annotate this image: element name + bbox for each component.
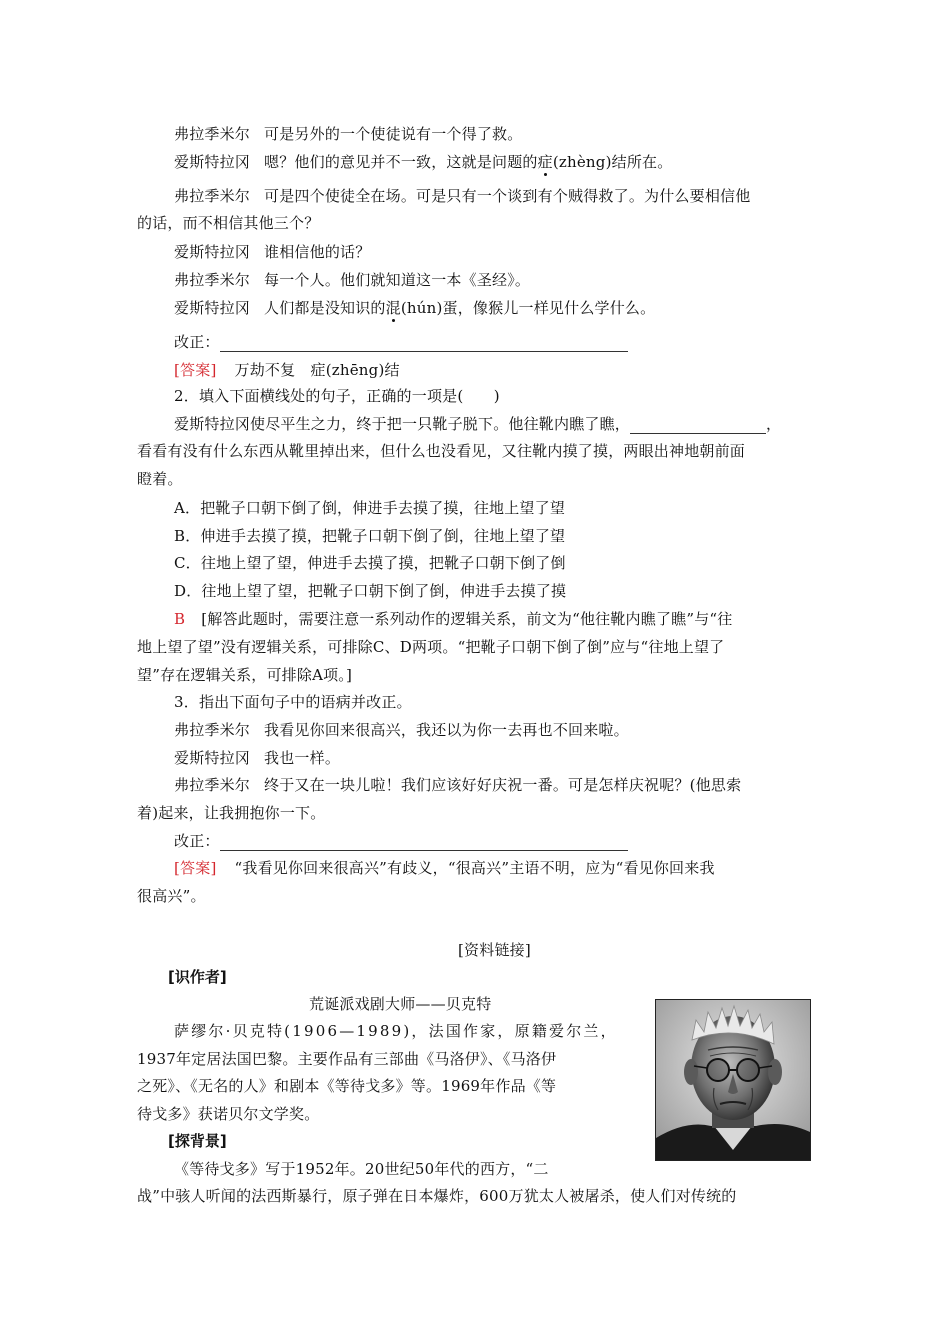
answer-tag: [答案] — [174, 361, 217, 379]
option-c: C．往地上望了望，伸进手去摸了摸，把靴子口朝下倒了倒 — [174, 554, 566, 572]
correction-label: 改正： — [174, 832, 220, 850]
correction-line — [174, 332, 628, 352]
correction-label: 改正： — [174, 333, 220, 351]
dialogue-line — [174, 242, 370, 262]
explanation-line: 望”存在逻辑关系，可排除A项。] — [137, 666, 353, 684]
answer-text: “我看见你回来很高兴”有歧义，“很高兴”主语不明，应为“看见你回来我 — [234, 859, 715, 877]
dialogue-text: 终于又在一块儿啦！我们应该好好庆祝一番。可是怎样庆祝呢？(他思索 — [264, 776, 742, 794]
passage-text: ， — [766, 415, 782, 433]
dialogue-text: 可是另外的一个使徒说有一个得了救。 — [264, 125, 523, 143]
explanation-text: [解答此题时，需要注意一系列动作的逻辑关系，前文为“他往靴内瞧了瞧”与“往 — [201, 610, 733, 628]
dialogue-line — [174, 298, 655, 318]
dialogue-line — [174, 124, 522, 144]
passage-line — [174, 414, 781, 434]
dialogue-continuation: 的话，而不相信其他三个？ — [137, 214, 320, 232]
answer-blank — [220, 337, 628, 352]
dialogue-line — [174, 748, 340, 768]
answer-blank — [220, 836, 628, 851]
answer-letter: B — [174, 610, 186, 628]
emphasis-char: 症 — [537, 153, 553, 171]
speaker-name: 爱斯特拉冈 — [174, 299, 251, 317]
question-stem: 2．填入下面横线处的句子，正确的一项是( ) — [174, 387, 500, 405]
author-bio-line: 之死》、《无名的人》和剧本《等待戈多》等。1969年作品《等 — [137, 1077, 557, 1095]
explanation-line — [174, 609, 733, 629]
speaker-name: 弗拉季米尔 — [174, 187, 251, 205]
author-bio-line: 萨缪尔·贝克特(1906—1989)，法国作家，原籍爱尔兰， — [174, 1022, 618, 1040]
dialogue-text: 我看见你回来很高兴，我还以为你一去再也不回来啦。 — [264, 721, 629, 739]
dialogue-text: 我也一样。 — [264, 749, 341, 767]
dialogue-line — [174, 152, 672, 172]
author-title: 荒诞派戏剧大师——贝克特 — [309, 995, 492, 1013]
dialogue-line — [174, 775, 741, 795]
portrait-image — [656, 1000, 810, 1160]
speaker-name: 爱斯特拉冈 — [174, 243, 251, 261]
dialogue-line — [174, 270, 530, 290]
dialogue-text: (hún)蛋，像猴儿一样见什么学什么。 — [400, 299, 656, 317]
passage-line: 看看有没有什么东西从靴里掉出来，但什么也没看见，又往靴内摸了摸，两眼出神地朝前面 — [137, 442, 746, 460]
dialogue-line — [174, 186, 750, 206]
question-stem: 3．指出下面句子中的语病并改正。 — [174, 693, 412, 711]
passage-line: 瞪着。 — [137, 470, 183, 488]
answer-continuation: 很高兴”。 — [137, 887, 206, 905]
author-bio-line: 待戈多》获诺贝尔文学奖。 — [137, 1105, 320, 1123]
passage-text: 爱斯特拉冈使尽平生之力，终于把一只靴子脱下。他往靴内瞧了瞧， — [174, 415, 631, 433]
speaker-name: 爱斯特拉冈 — [174, 749, 251, 767]
answer-line — [174, 858, 715, 878]
answer-tag: [答案] — [174, 859, 217, 877]
dialogue-text: 谁相信他的话？ — [264, 243, 371, 261]
speaker-name: 弗拉季米尔 — [174, 721, 251, 739]
resource-link-heading: [资料链接] — [458, 941, 531, 959]
option-b: B．伸进手去摸了摸，把靴子口朝下倒了倒，往地上望了望 — [174, 527, 566, 545]
dialogue-text: (zhèng)结所在。 — [552, 153, 673, 171]
author-section-heading: [识作者] — [168, 968, 227, 986]
option-d: D．往地上望了望，把靴子口朝下倒了倒，伸进手去摸了摸 — [174, 582, 567, 600]
speaker-name: 爱斯特拉冈 — [174, 153, 251, 171]
speaker-name: 弗拉季米尔 — [174, 271, 251, 289]
explanation-line: 地上望了望”没有逻辑关系，可排除C、D两项。“把靴子口朝下倒了倒”应与“往地上望了 — [137, 638, 725, 656]
dialogue-text: 嗯？他们的意见并不一致，这就是问题的 — [264, 153, 538, 171]
dialogue-text: 人们都是没知识的 — [264, 299, 386, 317]
option-a: A．把靴子口朝下倒了倒，伸进手去摸了摸，往地上望了望 — [174, 499, 566, 517]
dialogue-continuation: 着)起来，让我拥抱你一下。 — [137, 804, 326, 822]
background-text-line: 《等待戈多》写于1952年。20世纪50年代的西方，“二 — [174, 1160, 549, 1178]
speaker-name: 弗拉季米尔 — [174, 125, 251, 143]
background-section-heading: [探背景] — [168, 1132, 227, 1150]
background-text-line: 战”中骇人听闻的法西斯暴行，原子弹在日本爆炸，600万犹太人被屠杀，使人们对传统的 — [137, 1187, 737, 1205]
dialogue-text: 每一个人。他们就知道这一本《圣经》。 — [264, 271, 531, 289]
dialogue-text: 可是四个使徒全在场。可是只有一个谈到有个贼得救了。为什么要相信他 — [264, 187, 751, 205]
emphasis-char: 混 — [385, 299, 401, 317]
correction-line — [174, 831, 628, 851]
dialogue-line — [174, 720, 629, 740]
answer-text: 万劫不复 症(zhēng)结 — [234, 361, 400, 379]
speaker-name: 弗拉季米尔 — [174, 776, 251, 794]
portrait-photo — [655, 999, 811, 1161]
fill-blank — [630, 419, 766, 434]
answer-line — [174, 360, 400, 380]
author-bio-line: 1937年定居法国巴黎。主要作品有三部曲《马洛伊》、《马洛伊 — [137, 1050, 557, 1068]
